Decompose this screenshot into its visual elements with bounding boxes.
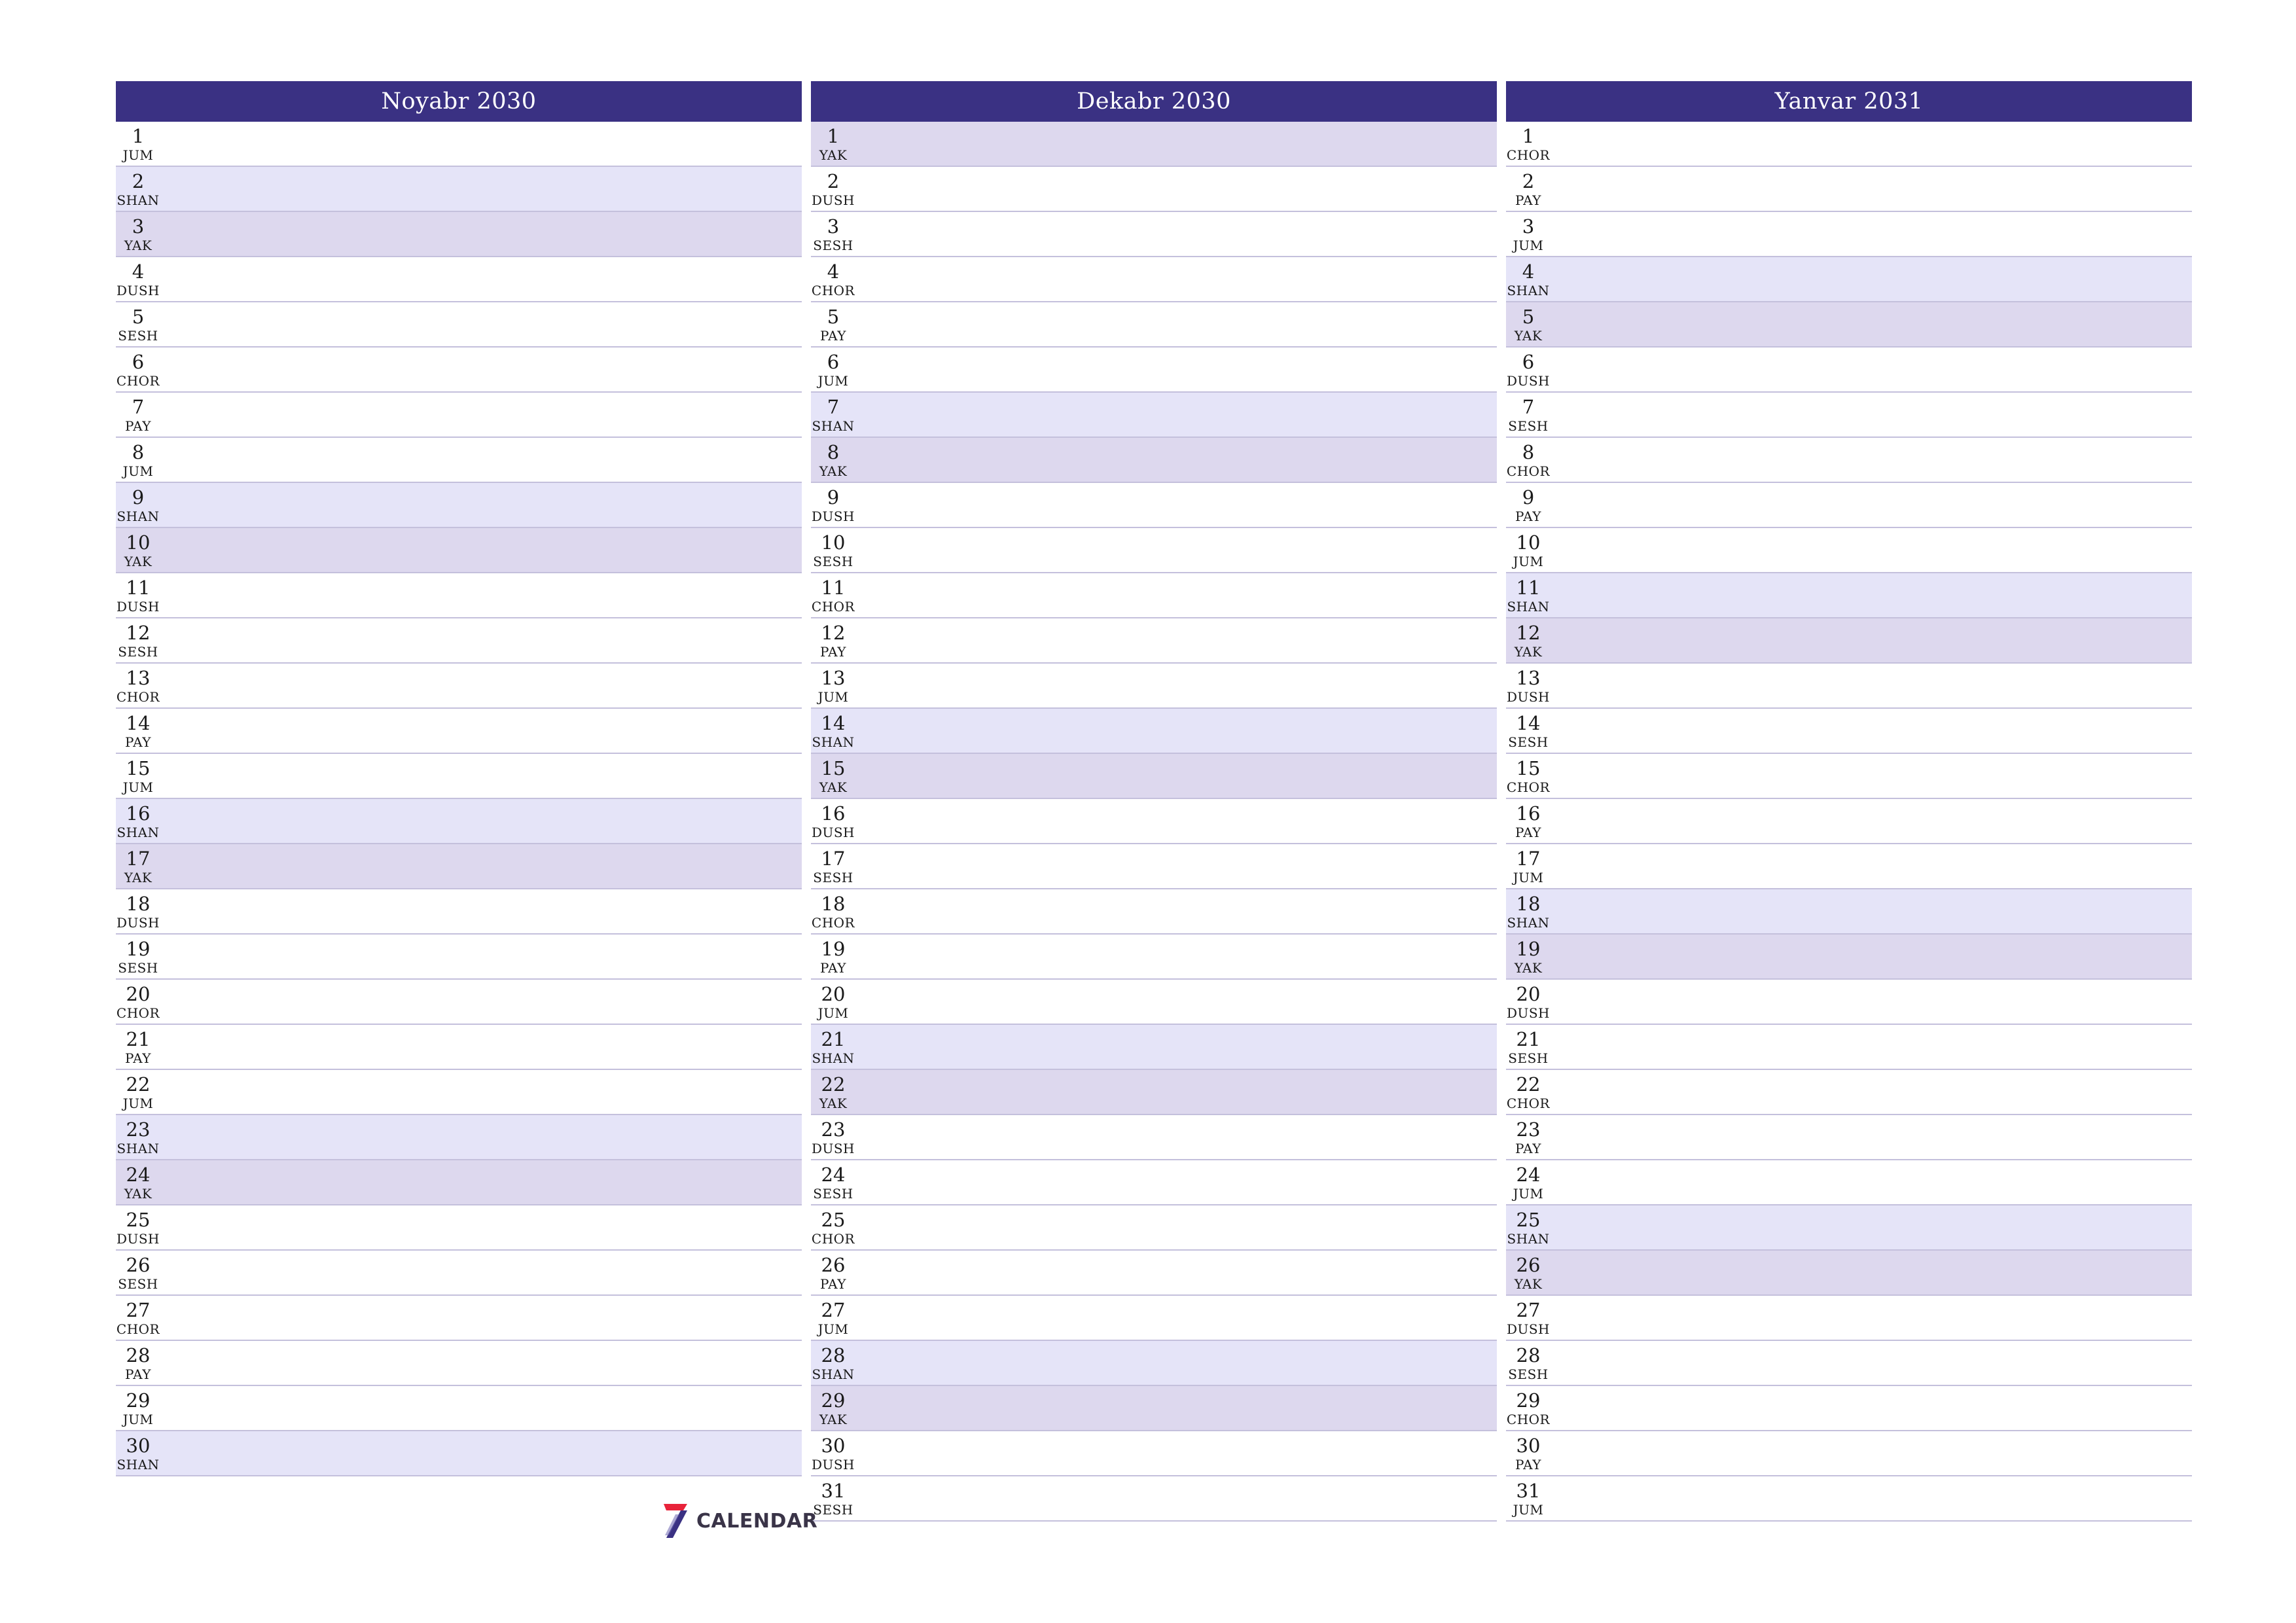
day-number: 15 — [821, 757, 846, 779]
weekday-label: JUM — [122, 779, 154, 795]
day-row — [1506, 1160, 2192, 1205]
day-list — [811, 122, 1497, 1522]
weekday-label: YAK — [1514, 960, 1543, 976]
weekday-label: SESH — [118, 644, 158, 660]
weekday-label: JUM — [817, 373, 849, 389]
day-row — [1506, 1476, 2192, 1522]
day-row — [811, 1070, 1497, 1115]
brand-logo — [661, 1503, 817, 1539]
weekday-label: YAK — [819, 147, 848, 163]
day-number: 28 — [1516, 1344, 1541, 1366]
weekday-label: SHAN — [1507, 915, 1550, 931]
day-row — [116, 1070, 802, 1115]
day-row — [116, 754, 802, 799]
day-number: 13 — [126, 667, 151, 689]
day-row — [116, 1341, 802, 1386]
day-row — [1506, 348, 2192, 393]
day-number: 9 — [132, 486, 145, 508]
weekday-label: DUSH — [116, 915, 160, 931]
day-row — [116, 1296, 802, 1341]
day-number: 22 — [821, 1073, 846, 1096]
day-number: 19 — [821, 938, 846, 960]
weekday-label: JUM — [1513, 238, 1544, 253]
day-number: 27 — [126, 1299, 151, 1321]
weekday-label: SHAN — [117, 825, 160, 840]
day-number: 14 — [821, 712, 846, 734]
weekday-label: PAY — [1515, 192, 1541, 208]
day-number: 17 — [126, 847, 151, 870]
day-row — [1506, 257, 2192, 302]
weekday-label: DUSH — [1506, 1321, 1551, 1337]
day-number: 16 — [126, 802, 151, 825]
day-number: 18 — [821, 893, 846, 915]
weekday-label: PAY — [125, 418, 151, 434]
weekday-label: YAK — [124, 238, 152, 253]
day-number: 30 — [821, 1435, 846, 1457]
day-number: 28 — [126, 1344, 151, 1366]
day-row — [811, 1341, 1497, 1386]
day-row — [1506, 393, 2192, 438]
day-row — [811, 212, 1497, 257]
day-row — [1506, 1251, 2192, 1296]
day-number: 21 — [1516, 1028, 1541, 1050]
day-number: 23 — [821, 1118, 846, 1141]
weekday-label: DUSH — [116, 599, 160, 615]
day-number: 15 — [126, 757, 151, 779]
weekday-label: DUSH — [811, 825, 855, 840]
day-number: 2 — [132, 170, 145, 192]
day-number: 16 — [1516, 802, 1541, 825]
weekday-label: SESH — [813, 1186, 853, 1202]
weekday-label: SHAN — [1507, 599, 1550, 615]
weekday-label: PAY — [820, 960, 846, 976]
day-number: 4 — [827, 260, 840, 283]
day-row — [1506, 709, 2192, 754]
day-number: 1 — [132, 125, 145, 147]
day-row — [116, 1025, 802, 1070]
day-number: 9 — [1522, 486, 1535, 508]
day-number: 27 — [1516, 1299, 1541, 1321]
day-row — [116, 573, 802, 618]
weekday-label: DUSH — [1506, 1005, 1551, 1021]
day-row — [116, 664, 802, 709]
day-number: 5 — [827, 306, 840, 328]
day-number: 8 — [827, 441, 840, 463]
day-row — [811, 935, 1497, 980]
day-row — [811, 1025, 1497, 1070]
weekday-label: DUSH — [811, 508, 855, 524]
day-number: 10 — [1516, 531, 1541, 554]
weekday-label: PAY — [820, 328, 846, 344]
day-row — [1506, 302, 2192, 348]
weekday-label: JUM — [817, 689, 849, 705]
day-row — [1506, 528, 2192, 573]
day-number: 3 — [132, 215, 145, 238]
weekday-label: SHAN — [812, 734, 855, 750]
day-row — [811, 709, 1497, 754]
weekday-label: YAK — [124, 1186, 152, 1202]
weekday-label: DUSH — [1506, 689, 1551, 705]
weekday-label: SESH — [1508, 734, 1549, 750]
weekday-label: SHAN — [1507, 283, 1550, 298]
month-header: Yanvar 2031 — [1506, 81, 2192, 122]
weekday-label: CHOR — [116, 1321, 160, 1337]
day-number: 29 — [821, 1389, 846, 1412]
weekday-label: PAY — [1515, 1141, 1541, 1156]
day-row — [116, 212, 802, 257]
day-number: 29 — [1516, 1389, 1541, 1412]
weekday-label: JUM — [817, 1321, 849, 1337]
day-row — [1506, 1025, 2192, 1070]
weekday-label: PAY — [125, 1366, 151, 1382]
day-number: 25 — [821, 1209, 846, 1231]
weekday-label: YAK — [1514, 328, 1543, 344]
day-row — [811, 1431, 1497, 1476]
day-number: 21 — [126, 1028, 151, 1050]
day-number: 7 — [132, 396, 145, 418]
weekday-label: SESH — [1508, 1366, 1549, 1382]
day-row — [811, 1386, 1497, 1431]
day-row — [811, 1115, 1497, 1160]
day-row — [116, 348, 802, 393]
weekday-label: JUM — [122, 1096, 154, 1111]
day-number: 23 — [126, 1118, 151, 1141]
weekday-label: PAY — [820, 644, 846, 660]
day-row — [1506, 618, 2192, 664]
weekday-label: JUM — [1513, 554, 1544, 569]
weekday-label: YAK — [819, 1096, 848, 1111]
day-number: 16 — [821, 802, 846, 825]
day-row — [1506, 1115, 2192, 1160]
weekday-label: DUSH — [116, 1231, 160, 1247]
day-number: 18 — [126, 893, 151, 915]
day-number: 3 — [827, 215, 840, 238]
day-number: 24 — [1516, 1164, 1541, 1186]
day-row — [1506, 1296, 2192, 1341]
month-column-december — [811, 81, 1497, 1522]
day-number: 30 — [126, 1435, 151, 1457]
day-row — [811, 483, 1497, 528]
day-row — [811, 122, 1497, 167]
day-number: 25 — [126, 1209, 151, 1231]
weekday-label: CHOR — [1506, 1412, 1551, 1427]
day-row — [1506, 1341, 2192, 1386]
weekday-label: PAY — [1515, 825, 1541, 840]
day-row — [116, 844, 802, 889]
month-column-january — [1506, 81, 2192, 1522]
weekday-label: PAY — [1515, 508, 1541, 524]
day-number: 29 — [126, 1389, 151, 1412]
weekday-label: JUM — [122, 463, 154, 479]
day-number: 7 — [1522, 396, 1535, 418]
weekday-label: PAY — [125, 1050, 151, 1066]
day-row — [116, 618, 802, 664]
weekday-label: CHOR — [811, 915, 855, 931]
day-row — [116, 1205, 802, 1251]
weekday-label: CHOR — [811, 599, 855, 615]
weekday-label: JUM — [1513, 1502, 1544, 1518]
weekday-label: DUSH — [1506, 373, 1551, 389]
weekday-label: SHAN — [812, 1050, 855, 1066]
day-number: 20 — [821, 983, 846, 1005]
weekday-label: CHOR — [811, 1231, 855, 1247]
day-number: 13 — [1516, 667, 1541, 689]
weekday-label: CHOR — [1506, 147, 1551, 163]
weekday-label: SHAN — [117, 508, 160, 524]
weekday-label: SHAN — [117, 192, 160, 208]
day-number: 1 — [1522, 125, 1535, 147]
day-row — [811, 302, 1497, 348]
day-number: 4 — [132, 260, 145, 283]
day-number: 24 — [126, 1164, 151, 1186]
weekday-label: DUSH — [811, 192, 855, 208]
day-number: 4 — [1522, 260, 1535, 283]
day-row — [116, 167, 802, 212]
day-row — [811, 257, 1497, 302]
weekday-label: JUM — [1513, 870, 1544, 885]
day-number: 10 — [126, 531, 151, 554]
weekday-label: CHOR — [116, 373, 160, 389]
day-row — [1506, 1386, 2192, 1431]
day-row — [1506, 889, 2192, 935]
weekday-label: SHAN — [812, 418, 855, 434]
weekday-label: SESH — [118, 960, 158, 976]
day-number: 2 — [827, 170, 840, 192]
weekday-label: SHAN — [117, 1141, 160, 1156]
day-row — [1506, 212, 2192, 257]
weekday-label: JUM — [122, 147, 154, 163]
weekday-label: CHOR — [1506, 463, 1551, 479]
day-row — [1506, 438, 2192, 483]
weekday-label: SESH — [118, 1276, 158, 1292]
weekday-label: DUSH — [116, 283, 160, 298]
day-row — [116, 122, 802, 167]
day-row — [811, 980, 1497, 1025]
day-number: 22 — [126, 1073, 151, 1096]
seven-logo-icon — [661, 1503, 690, 1539]
day-number: 12 — [126, 622, 151, 644]
weekday-label: YAK — [1514, 1276, 1543, 1292]
day-row — [1506, 122, 2192, 167]
weekday-label: DUSH — [811, 1141, 855, 1156]
weekday-label: JUM — [817, 1005, 849, 1021]
day-number: 10 — [821, 531, 846, 554]
day-number: 11 — [821, 577, 846, 599]
day-number: 26 — [821, 1254, 846, 1276]
day-list — [1506, 122, 2192, 1522]
day-row — [811, 1476, 1497, 1522]
weekday-label: PAY — [1515, 1457, 1541, 1472]
day-row — [1506, 754, 2192, 799]
day-row — [116, 1431, 802, 1476]
day-number: 13 — [821, 667, 846, 689]
day-row — [1506, 483, 2192, 528]
day-number: 8 — [1522, 441, 1535, 463]
day-number: 5 — [132, 306, 145, 328]
day-row — [116, 709, 802, 754]
day-row — [1506, 1205, 2192, 1251]
day-number: 11 — [1516, 577, 1541, 599]
day-row — [1506, 844, 2192, 889]
day-number: 23 — [1516, 1118, 1541, 1141]
weekday-label: CHOR — [116, 689, 160, 705]
weekday-label: JUM — [1513, 1186, 1544, 1202]
day-number: 15 — [1516, 757, 1541, 779]
weekday-label: SESH — [813, 870, 853, 885]
weekday-label: YAK — [819, 779, 848, 795]
weekday-label: PAY — [125, 734, 151, 750]
day-number: 26 — [126, 1254, 151, 1276]
weekday-label: CHOR — [1506, 1096, 1551, 1111]
weekday-label: SESH — [118, 328, 158, 344]
day-number: 24 — [821, 1164, 846, 1186]
day-number: 12 — [1516, 622, 1541, 644]
weekday-label: YAK — [819, 463, 848, 479]
weekday-label: SESH — [1508, 418, 1549, 434]
day-row — [1506, 799, 2192, 844]
weekday-label: SESH — [813, 238, 853, 253]
day-row — [116, 302, 802, 348]
day-row — [811, 528, 1497, 573]
day-row — [811, 844, 1497, 889]
logo-text: CALENDAR — [696, 1509, 818, 1533]
day-number: 14 — [1516, 712, 1541, 734]
weekday-label: SHAN — [117, 1457, 160, 1472]
day-row — [116, 1115, 802, 1160]
day-row — [1506, 980, 2192, 1025]
day-number: 7 — [827, 396, 840, 418]
day-row — [1506, 573, 2192, 618]
weekday-label: CHOR — [811, 283, 855, 298]
day-row — [811, 1205, 1497, 1251]
day-number: 3 — [1522, 215, 1535, 238]
day-number: 19 — [126, 938, 151, 960]
day-number: 11 — [126, 577, 151, 599]
day-number: 21 — [821, 1028, 846, 1050]
weekday-label: YAK — [1514, 644, 1543, 660]
day-number: 25 — [1516, 1209, 1541, 1231]
day-number: 9 — [827, 486, 840, 508]
weekday-label: YAK — [819, 1412, 848, 1427]
day-number: 1 — [827, 125, 840, 147]
weekday-label: DUSH — [811, 1457, 855, 1472]
weekday-label: SESH — [813, 554, 853, 569]
day-row — [811, 1296, 1497, 1341]
day-row — [116, 257, 802, 302]
day-row — [116, 393, 802, 438]
day-number: 20 — [1516, 983, 1541, 1005]
weekday-label: CHOR — [1506, 779, 1551, 795]
weekday-label: SESH — [1508, 1050, 1549, 1066]
weekday-label: SHAN — [1507, 1231, 1550, 1247]
weekday-label: PAY — [820, 1276, 846, 1292]
day-number: 31 — [1516, 1480, 1541, 1502]
day-row — [1506, 167, 2192, 212]
day-row — [1506, 935, 2192, 980]
day-row — [116, 1160, 802, 1205]
month-header: Dekabr 2030 — [811, 81, 1497, 122]
weekday-label: CHOR — [116, 1005, 160, 1021]
day-row — [811, 573, 1497, 618]
day-row — [116, 980, 802, 1025]
day-number: 12 — [821, 622, 846, 644]
day-row — [116, 889, 802, 935]
month-header: Noyabr 2030 — [116, 81, 802, 122]
month-column-november — [116, 81, 802, 1476]
day-row — [1506, 664, 2192, 709]
day-number: 28 — [821, 1344, 846, 1366]
day-number: 30 — [1516, 1435, 1541, 1457]
day-number: 17 — [821, 847, 846, 870]
day-row — [811, 889, 1497, 935]
day-row — [811, 618, 1497, 664]
day-row — [116, 935, 802, 980]
day-row — [811, 664, 1497, 709]
day-row — [811, 799, 1497, 844]
day-row — [811, 167, 1497, 212]
day-number: 2 — [1522, 170, 1535, 192]
day-row — [116, 528, 802, 573]
day-number: 27 — [821, 1299, 846, 1321]
weekday-label: YAK — [124, 554, 152, 569]
day-row — [811, 754, 1497, 799]
day-row — [811, 348, 1497, 393]
day-row — [116, 1386, 802, 1431]
day-row — [116, 438, 802, 483]
weekday-label: SHAN — [812, 1366, 855, 1382]
day-row — [811, 1160, 1497, 1205]
day-number: 19 — [1516, 938, 1541, 960]
day-number: 18 — [1516, 893, 1541, 915]
day-row — [116, 799, 802, 844]
day-number: 26 — [1516, 1254, 1541, 1276]
weekday-label: JUM — [122, 1412, 154, 1427]
day-row — [1506, 1431, 2192, 1476]
weekday-label: YAK — [124, 870, 152, 885]
day-number: 5 — [1522, 306, 1535, 328]
day-number: 8 — [132, 441, 145, 463]
day-row — [116, 1251, 802, 1296]
day-row — [116, 483, 802, 528]
day-row — [811, 438, 1497, 483]
day-row — [811, 393, 1497, 438]
day-list — [116, 122, 802, 1476]
day-number: 6 — [827, 351, 840, 373]
day-number: 17 — [1516, 847, 1541, 870]
day-number: 6 — [1522, 351, 1535, 373]
day-number: 31 — [821, 1480, 846, 1502]
day-number: 22 — [1516, 1073, 1541, 1096]
day-number: 20 — [126, 983, 151, 1005]
weekday-label: SESH — [813, 1502, 853, 1518]
day-number: 14 — [126, 712, 151, 734]
day-row — [811, 1251, 1497, 1296]
day-number: 6 — [132, 351, 145, 373]
day-row — [1506, 1070, 2192, 1115]
